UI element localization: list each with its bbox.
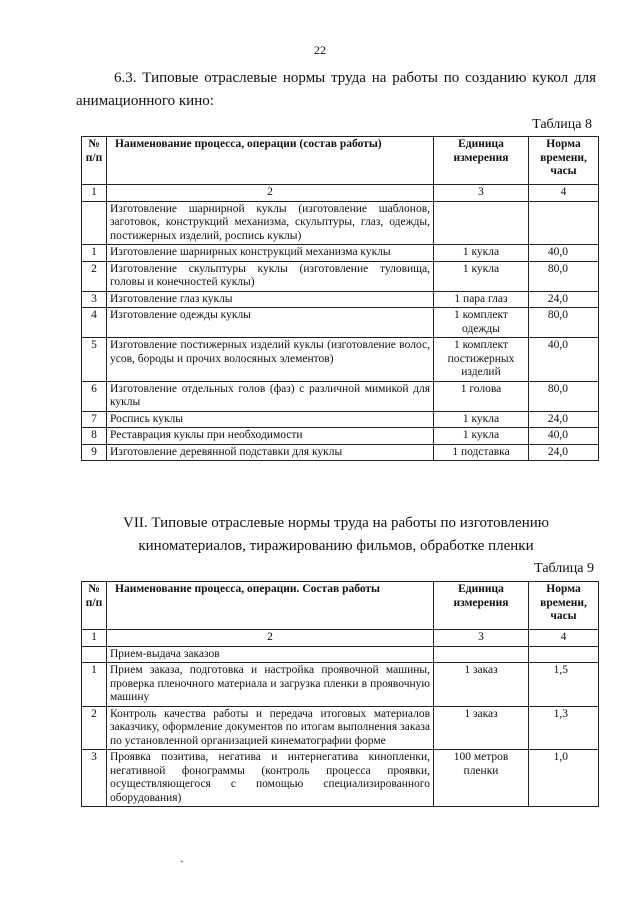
table8-index-cell: 1 — [82, 185, 107, 202]
table-row — [82, 411, 599, 428]
table9-index-cell: 3 — [434, 630, 529, 647]
stray-mark: ` — [180, 858, 184, 872]
table9-header-unit: Единица измерения — [434, 582, 529, 630]
table8-caption: Таблица 8 — [532, 117, 592, 132]
table-row — [82, 201, 599, 245]
row-name-cell: Прием-выдача заказов — [107, 646, 434, 663]
row-unit-cell: 1 голова — [434, 381, 529, 411]
table-row — [82, 338, 599, 382]
row-number-cell: 4 — [82, 308, 107, 338]
table9-body — [82, 646, 599, 807]
row-name-cell: Изготовление одежды куклы — [107, 308, 434, 338]
row-unit-cell: 1 кукла — [434, 261, 529, 291]
row-norm-cell: 1,3 — [529, 706, 599, 750]
row-number-cell: 2 — [82, 706, 107, 750]
row-unit-cell — [434, 646, 529, 663]
table8-index-cell: 3 — [434, 185, 529, 202]
row-norm-cell: 24,0 — [529, 291, 599, 308]
row-number-cell: 7 — [82, 411, 107, 428]
row-unit-cell: 1 комплект постижерных изделий — [434, 338, 529, 382]
row-name-cell: Прием заказа, подготовка и настройка проявочной машины, проверка пленочного материала и загрузка пленки в проявочную машину — [107, 663, 434, 707]
table8-index-row — [82, 185, 599, 202]
row-name-cell: Изготовление деревянной подставки для куклы — [107, 444, 434, 461]
table8-header-unit: Единица измерения — [434, 137, 529, 185]
row-number-cell: 2 — [82, 261, 107, 291]
page-number: 22 — [314, 43, 326, 57]
table-row — [82, 291, 599, 308]
row-unit-cell: 1 кукла — [434, 411, 529, 428]
row-name-cell: Проявка позитива, негатива и интернегатива кинопленки, негативной фонограммы (контроль процесса проявки, осуществляющегося с помощью специализированного оборудования) — [107, 750, 434, 807]
section-vii-heading: VII. Типовые отраслевые нормы труда на работы по изготовлению киноматериалов, тиражированию фильмов, обработке пленки — [123, 515, 549, 554]
row-norm-cell: 24,0 — [529, 411, 599, 428]
row-name-cell: Изготовление шарнирной куклы (изготовление шаблонов, заготовок, конструкций механизма, скульптуры, глаз, одежды, постижерных изделий, роспись куклы) — [107, 201, 434, 245]
table9-caption: Таблица 9 — [534, 561, 594, 576]
row-norm-cell — [529, 646, 599, 663]
table8-header-norm: Норма времени, часы — [529, 137, 599, 185]
row-norm-cell: 40,0 — [529, 428, 599, 445]
table9-index-cell: 1 — [82, 630, 107, 647]
table9-index-cell: 2 — [107, 630, 434, 647]
row-number-cell: 5 — [82, 338, 107, 382]
row-number-cell: 8 — [82, 428, 107, 445]
row-name-cell: Изготовление глаз куклы — [107, 291, 434, 308]
row-norm-cell: 80,0 — [529, 308, 599, 338]
row-name-cell: Реставрация куклы при необходимости — [107, 428, 434, 445]
table-row — [82, 308, 599, 338]
row-number-cell: 3 — [82, 750, 107, 807]
row-norm-cell: 1,5 — [529, 663, 599, 707]
table9-index-cell: 4 — [529, 630, 599, 647]
table8-index-cell: 2 — [107, 185, 434, 202]
row-name-cell: Изготовление постижерных изделий куклы (изготовление волос, усов, бороды и прочих волосяных элементов) — [107, 338, 434, 382]
row-name-cell: Изготовление скульптуры куклы (изготовление туловища, головы и конечностей куклы) — [107, 261, 434, 291]
table-row — [82, 381, 599, 411]
row-number-cell: 3 — [82, 291, 107, 308]
table8-body — [82, 201, 599, 461]
row-number-cell: 1 — [82, 663, 107, 707]
row-norm-cell: 40,0 — [529, 245, 599, 262]
row-unit-cell: 100 метров пленки — [434, 750, 529, 807]
row-name-cell: Роспись куклы — [107, 411, 434, 428]
section-6-3-heading: 6.3. Типовые отраслевые нормы труда на работы по созданию кукол для анимационного кино: — [76, 70, 596, 109]
row-name-cell: Изготовление отдельных голов (фаз) с различной мимикой для куклы — [107, 381, 434, 411]
row-unit-cell: 1 кукла — [434, 428, 529, 445]
table-row — [82, 444, 599, 461]
row-unit-cell: 1 комплект одежды — [434, 308, 529, 338]
row-unit-cell — [434, 201, 529, 245]
table-row — [82, 706, 599, 750]
table9-index-row — [82, 630, 599, 647]
table-row — [82, 261, 599, 291]
row-norm-cell: 1,0 — [529, 750, 599, 807]
table-row — [82, 245, 599, 262]
row-number-cell: 9 — [82, 444, 107, 461]
row-unit-cell: 1 подставка — [434, 444, 529, 461]
row-norm-cell: 40,0 — [529, 338, 599, 382]
table8-header-row — [82, 137, 599, 185]
row-unit-cell: 1 заказ — [434, 663, 529, 707]
row-number-cell: 6 — [82, 381, 107, 411]
row-norm-cell: 80,0 — [529, 261, 599, 291]
row-name-cell: Изготовление шарнирных конструкций механизма куклы — [107, 245, 434, 262]
row-norm-cell: 24,0 — [529, 444, 599, 461]
table9-header-name: Наименование процесса, операции. Состав работы — [107, 582, 434, 630]
row-unit-cell: 1 пара глаз — [434, 291, 529, 308]
row-number-cell: 1 — [82, 245, 107, 262]
row-name-cell: Контроль качества работы и передача итоговых материалов заказчику, оформление документов по итогам выполнения заказа по установленной организацией кинематографии форме — [107, 706, 434, 750]
table8-index-cell: 4 — [529, 185, 599, 202]
table-row — [82, 646, 599, 663]
row-unit-cell: 1 кукла — [434, 245, 529, 262]
table-8 — [81, 136, 599, 461]
table-row — [82, 750, 599, 807]
table9-header-row — [82, 582, 599, 630]
table-9 — [81, 581, 599, 807]
table8-header-num: № п/п — [82, 137, 107, 185]
row-number-cell — [82, 201, 107, 245]
row-norm-cell: 80,0 — [529, 381, 599, 411]
table9-header-num: № п/п — [82, 582, 107, 630]
table-row — [82, 663, 599, 707]
row-number-cell — [82, 646, 107, 663]
table9-header-norm: Норма времени, часы — [529, 582, 599, 630]
row-unit-cell: 1 заказ — [434, 706, 529, 750]
row-norm-cell — [529, 201, 599, 245]
table-row — [82, 428, 599, 445]
table8-header-name: Наименование процесса, операции (состав работы) — [107, 137, 434, 185]
